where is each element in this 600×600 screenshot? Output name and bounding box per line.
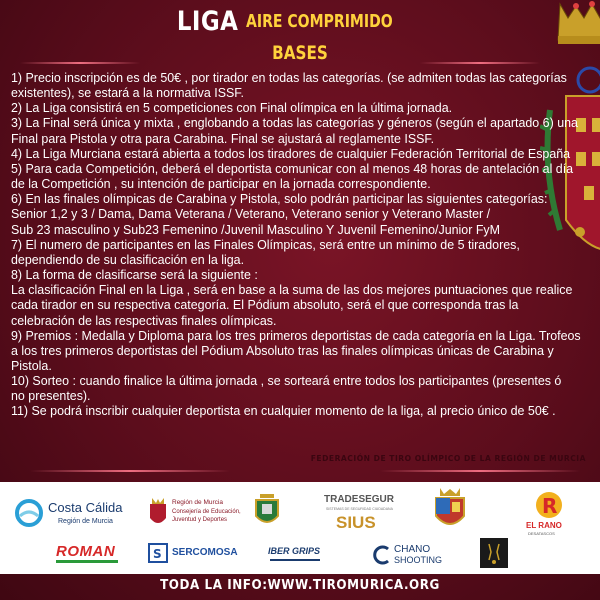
rule-line: a los tres primeros deportistas del Pódium Absoluto tras las finales olímpicas únicas de Carabina y bbox=[11, 343, 554, 358]
title-main: LIGA bbox=[177, 6, 239, 37]
sercomosa-icon bbox=[148, 543, 168, 563]
iber-grips-underline bbox=[270, 559, 320, 561]
chano-name: CHANO bbox=[394, 544, 431, 555]
decorative-streak bbox=[30, 470, 230, 472]
roman-underline bbox=[56, 560, 118, 563]
federation-label: FEDERACIÓN DE TIRO OLÍMPICO DE LA REGIÓN DE MURCIA bbox=[310, 454, 586, 463]
rules-text bbox=[11, 71, 593, 420]
tradesegur-name: TRADESEGUR bbox=[324, 494, 395, 505]
municipal-crest-icon bbox=[432, 486, 468, 532]
roman-name: ROMAN bbox=[56, 543, 116, 560]
rule-line: La clasificación Final en la Liga , será en base a la suma de las dos mejores puntuaciones que realice bbox=[11, 283, 573, 298]
roman-logo bbox=[56, 542, 126, 564]
chano-sub: SHOOTING bbox=[394, 555, 443, 565]
rule-line: 7) El numero de participantes en las Finales Olímpicas, será entre un mínimo de 5 tiradores, bbox=[11, 237, 520, 252]
chano-shooting-logo bbox=[372, 542, 456, 568]
rule-line: 2) La Liga consistirá en 5 competiciones con Final olímpica en la última jornada. bbox=[11, 101, 453, 116]
sercomosa-logo bbox=[148, 542, 238, 566]
rule-line: 4) La Liga Murciana estará abierta a todos los tiradores de cualquier Federación Territorial de España bbox=[11, 146, 571, 161]
rule-line: 11) Se podrá inscribir cualquier deportista en cualquier momento de la liga, al precio único de 50€ . bbox=[11, 404, 556, 419]
rule-line: 8) La forma de clasificarse será la siguiente : bbox=[11, 268, 258, 283]
sponsors-band bbox=[0, 482, 600, 574]
el-rano-sub: DESATASCOS bbox=[528, 531, 555, 536]
rule-line: 10) Sorteo : cuando finalice la última jornada , se sorteará entre todos los participantes (presentes ó bbox=[11, 374, 562, 389]
svg-text:S: S bbox=[153, 547, 162, 561]
chano-c-icon bbox=[372, 544, 392, 566]
costa-calida-icon bbox=[14, 498, 44, 528]
municipal-crest-icon bbox=[252, 490, 282, 530]
dark-square-logo-icon bbox=[480, 538, 508, 568]
sercomosa-name: SERCOMOSA bbox=[172, 547, 238, 558]
rule-line: Pistola. bbox=[11, 358, 52, 373]
rule-line: no presentes). bbox=[11, 389, 91, 404]
tradesegur-tagline: SISTEMAS DE SEGURIDAD CIUDADANA bbox=[326, 507, 393, 511]
title-sub: AIRE COMPRIMIDO bbox=[245, 11, 393, 32]
rule-line: cada tirador en su respectiva categoría. El Pódium absoluto, será el que corresponda tras la bbox=[11, 298, 519, 313]
iber-grips-logo bbox=[268, 544, 324, 566]
rule-line: 6) En las finales olímpicas de Carabina y Pistola, solo podrán participar las siguientes categorías: bbox=[11, 192, 548, 207]
region-murcia-name: Región de Murcia bbox=[172, 499, 223, 506]
el-rano-name: EL RANO bbox=[526, 521, 562, 530]
sius-brand: SIUS bbox=[336, 513, 376, 532]
decorative-streak bbox=[380, 470, 580, 472]
footer-info: TODA LA INFO:WWW.TIROMURICA.ORG bbox=[160, 578, 440, 593]
rule-line: Final para Pistola y otra para Carabina. Final se ajustará al reglamente ISSF. bbox=[11, 131, 435, 146]
region-murcia-logo bbox=[148, 494, 241, 534]
costa-calida-name: Costa Cálida bbox=[48, 500, 123, 515]
rule-line: dependiendo de su clasificación en la liga. bbox=[11, 252, 245, 267]
region-murcia-line3: Juventud y Deportes bbox=[172, 517, 228, 523]
tradesegur-sius-logo bbox=[322, 492, 396, 534]
rule-line: 3) La Final será única y mixta , englobando a todas las categorías y géneros (según el apartado 6) una bbox=[11, 116, 578, 131]
svg-text:R: R bbox=[542, 494, 558, 518]
region-murcia-shield-icon bbox=[148, 498, 168, 528]
rule-line: Senior 1,2 y 3 / Dama, Dama Veterana / Veterano, Veterano senior y Veterano Master / bbox=[11, 207, 491, 222]
rule-line: Sub 23 masculino y Sub23 Femenino /Juvenil Masculino Y Juvenil Femenino/Junior FyM bbox=[11, 222, 500, 237]
rule-line: celebración de las respectivas finales olímpicas. bbox=[11, 313, 277, 328]
iber-grips-name: IBER GRIPS bbox=[268, 546, 321, 556]
rule-line: 1) Precio inscripción es de 50€ , por tirador en todas las categorías. (se admiten todas las categorías bbox=[11, 71, 567, 85]
el-rano-logo bbox=[520, 490, 584, 538]
rule-line: 5) Para cada Competición, deberá el deportista comunicar con al menos 48 horas de antelación al día bbox=[11, 161, 574, 176]
costa-calida-sub: Región de Murcia bbox=[58, 518, 113, 525]
rule-line: existentes), se estará a la normativa ISSF. bbox=[11, 86, 244, 101]
region-murcia-line2: Consejería de Educación, bbox=[172, 509, 241, 515]
subtitle: BASES bbox=[272, 42, 328, 64]
costa-calida-logo bbox=[14, 496, 124, 532]
rule-line: de la Competición , su intención de participar en la jornada correspondiente. bbox=[11, 177, 431, 192]
title-row bbox=[0, 6, 600, 37]
el-rano-icon bbox=[532, 490, 566, 520]
federation-strip bbox=[0, 454, 600, 466]
rule-line: 9) Premios : Medalla y Diploma para los tres primeros deportistas de cada categoría en la Liga. Trofeos bbox=[11, 328, 581, 343]
